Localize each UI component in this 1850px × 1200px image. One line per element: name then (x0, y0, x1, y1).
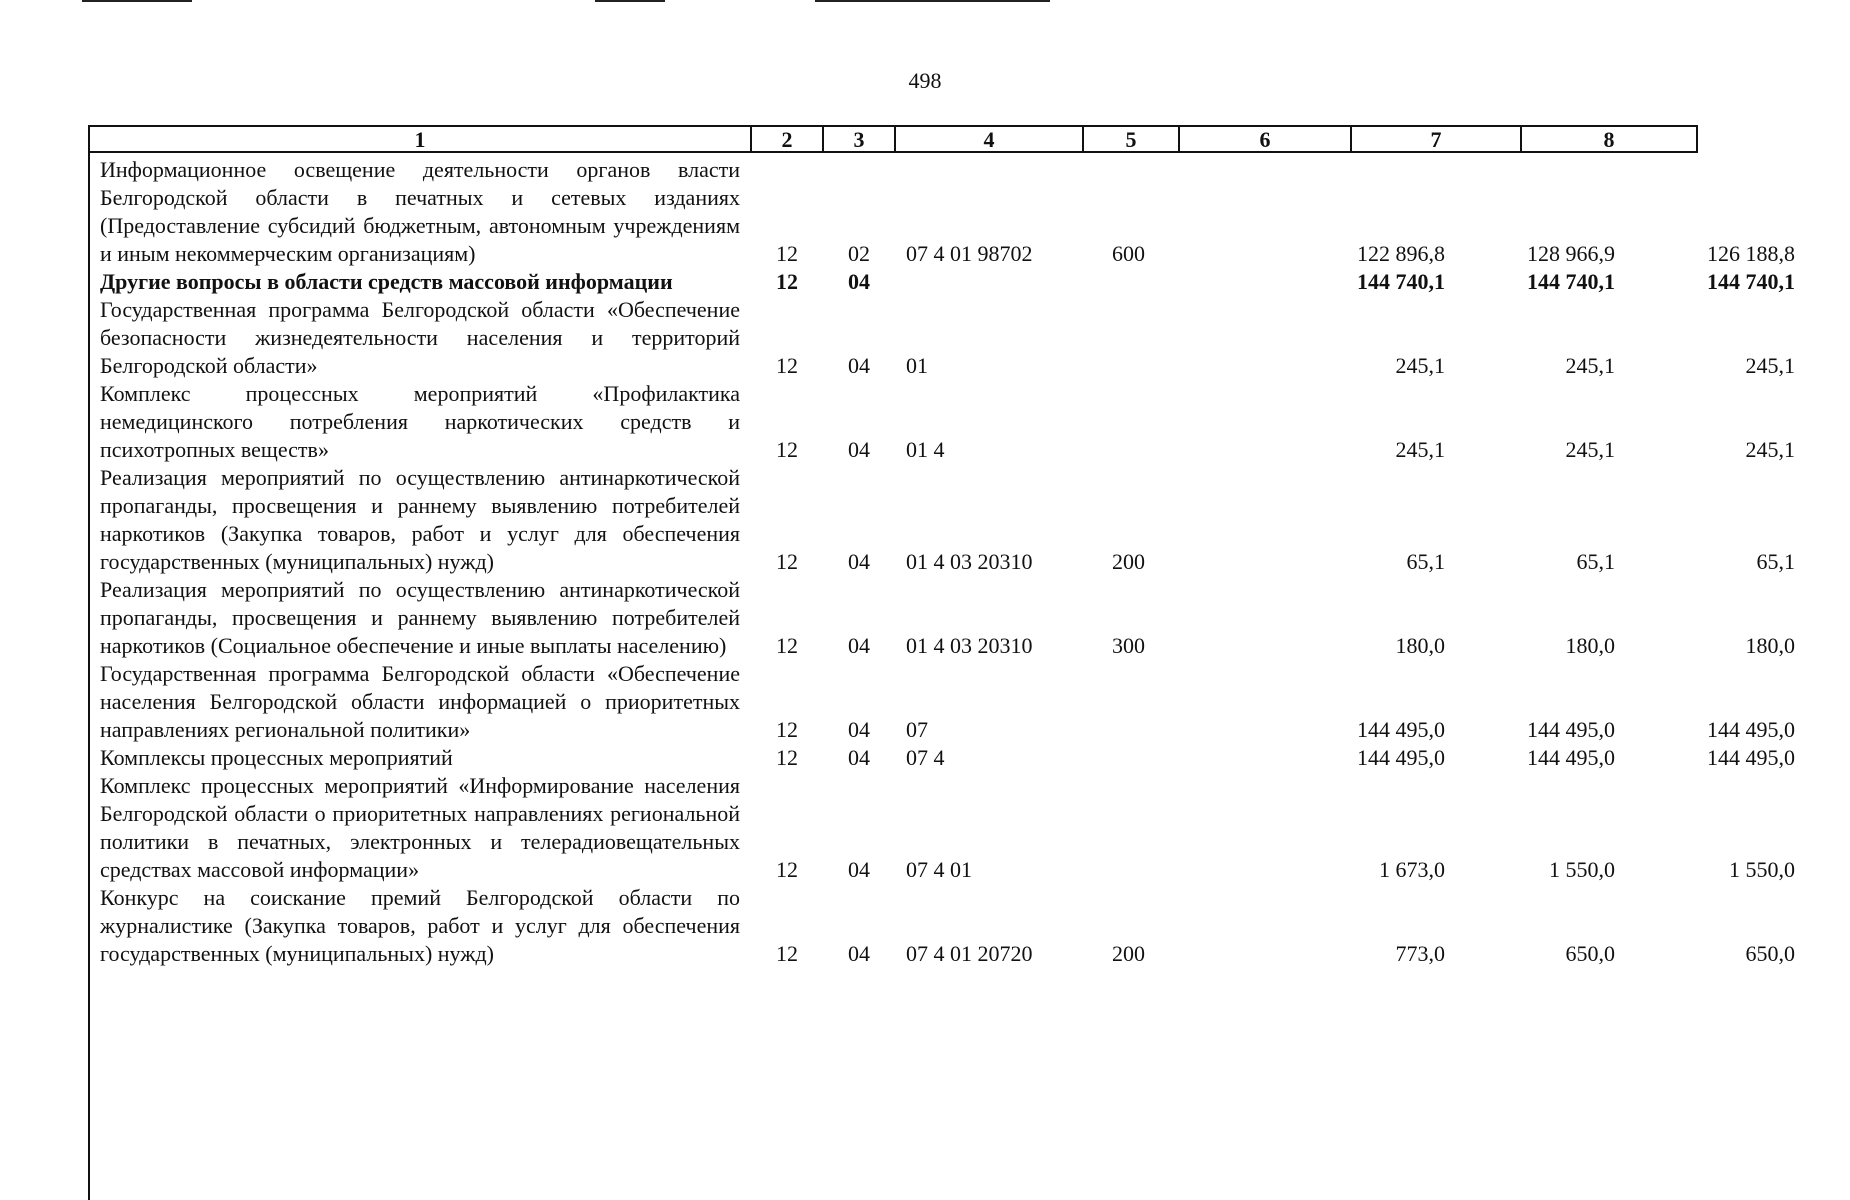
cell-col-3: 04 (848, 857, 870, 882)
cell-col-7: 1 550,0 (1549, 857, 1615, 882)
table-row (100, 744, 1795, 772)
table-row (100, 772, 1795, 884)
cell-col-6: 245,1 (1395, 437, 1445, 462)
cell-col-3: 04 (848, 941, 870, 966)
cell-col-8: 144 740,1 (1707, 269, 1795, 294)
table-left-border (88, 125, 90, 1200)
cell-col-8: 144 495,0 (1707, 717, 1795, 742)
cell-col-4: 01 (906, 353, 928, 378)
cell-col-6: 180,0 (1395, 633, 1445, 658)
scan-line-left (82, 0, 192, 2)
table-row (100, 464, 1795, 576)
cell-col-8: 650,0 (1745, 941, 1795, 966)
cell-col-8: 180,0 (1745, 633, 1795, 658)
row-description: Государственная программа Белгородской области «Обеспечение населения Белгородской области информацией о приоритетных направлениях региональной политики» (100, 661, 740, 742)
cell-col-2: 12 (776, 241, 798, 266)
cell-col-2: 12 (776, 745, 798, 770)
cell-col-7: 65,1 (1576, 549, 1615, 574)
table-header-row (88, 125, 1698, 153)
header-col-3: 3 (824, 127, 896, 151)
cell-col-3: 04 (848, 633, 870, 658)
cell-col-4: 01 4 03 20310 (906, 549, 1033, 574)
header-col-4: 4 (896, 127, 1084, 151)
cell-col-6: 773,0 (1395, 941, 1445, 966)
header-col-5: 5 (1084, 127, 1180, 151)
cell-col-7: 245,1 (1565, 353, 1615, 378)
cell-col-7: 180,0 (1565, 633, 1615, 658)
cell-col-6: 65,1 (1406, 549, 1445, 574)
cell-col-2: 12 (776, 717, 798, 742)
cell-col-8: 1 550,0 (1729, 857, 1795, 882)
cell-col-2: 12 (776, 353, 798, 378)
header-col-2: 2 (752, 127, 824, 151)
cell-col-2: 12 (776, 549, 798, 574)
table-row (100, 660, 1795, 744)
cell-col-7: 144 495,0 (1527, 717, 1615, 742)
cell-col-7: 144 740,1 (1527, 269, 1615, 294)
cell-col-6: 144 740,1 (1357, 269, 1445, 294)
header-col-8: 8 (1603, 127, 1615, 152)
table-row (100, 296, 1795, 380)
row-description: Другие вопросы в области средств массовой информации (100, 269, 673, 294)
scan-line-right (815, 0, 1050, 2)
cell-col-3: 04 (848, 549, 870, 574)
cell-col-8: 126 188,8 (1707, 241, 1795, 266)
table-body (100, 156, 1795, 968)
cell-col-4: 01 4 03 20310 (906, 633, 1033, 658)
cell-col-6: 144 495,0 (1357, 745, 1445, 770)
cell-col-3: 04 (848, 437, 870, 462)
cell-col-8: 144 495,0 (1707, 745, 1795, 770)
cell-col-3: 04 (848, 745, 870, 770)
cell-col-6: 144 495,0 (1357, 717, 1445, 742)
table-row (100, 576, 1795, 660)
header-col-1: 1 (90, 127, 752, 151)
cell-col-4: 07 (906, 717, 928, 742)
cell-col-3: 04 (848, 717, 870, 742)
table-row (100, 884, 1795, 968)
cell-col-6: 245,1 (1395, 353, 1445, 378)
row-description: Комплекс процессных мероприятий «Профилактика немедицинского потребления наркотических средств и психотропных веществ» (100, 381, 740, 462)
cell-col-4: 01 4 (906, 437, 945, 462)
cell-col-4: 07 4 (906, 745, 945, 770)
row-description: Реализация мероприятий по осуществлению антинаркотической пропаганды, просвещения и раннему выявлению потребителей наркотиков (Закупка товаров, работ и услуг для обеспечения государственных (муниципальных) нужд) (100, 465, 740, 574)
scan-line-center (595, 0, 665, 2)
cell-col-5: 300 (1112, 633, 1145, 658)
cell-col-3: 04 (848, 353, 870, 378)
page-number: 498 (908, 68, 942, 93)
cell-col-4: 07 4 01 98702 (906, 241, 1033, 266)
cell-col-2: 12 (776, 437, 798, 462)
cell-col-2: 12 (776, 269, 798, 294)
row-description: Комплекс процессных мероприятий «Информирование населения Белгородской области о приоритетных направлениях региональной политики в печатных, электронных и телерадиовещательных средствах массовой информации» (100, 773, 740, 882)
header-col-7: 7 (1352, 127, 1522, 151)
cell-col-3: 04 (848, 269, 870, 294)
cell-col-2: 12 (776, 941, 798, 966)
table-row (100, 156, 1795, 268)
cell-col-5: 600 (1112, 241, 1145, 266)
header-col-6: 6 (1180, 127, 1352, 151)
cell-col-4: 07 4 01 (906, 857, 972, 882)
cell-col-2: 12 (776, 857, 798, 882)
cell-col-5: 200 (1112, 549, 1145, 574)
cell-col-8: 245,1 (1745, 353, 1795, 378)
cell-col-7: 245,1 (1565, 437, 1615, 462)
table-row (100, 268, 1795, 296)
row-description: Комплексы процессных мероприятий (100, 745, 453, 770)
cell-col-8: 65,1 (1756, 549, 1795, 574)
cell-col-7: 144 495,0 (1527, 745, 1615, 770)
cell-col-6: 1 673,0 (1379, 857, 1445, 882)
cell-col-2: 12 (776, 633, 798, 658)
cell-col-7: 128 966,9 (1527, 241, 1615, 266)
cell-col-6: 122 896,8 (1357, 241, 1445, 266)
table-row (100, 380, 1795, 464)
cell-col-7: 650,0 (1565, 941, 1615, 966)
cell-col-5: 200 (1112, 941, 1145, 966)
cell-col-8: 245,1 (1745, 437, 1795, 462)
row-description: Информационное освещение деятельности органов власти Белгородской области в печатных и сетевых изданиях (Предоставление субсидий бюджетным, автономным учреждениям и иным некоммерческим организациям) (100, 157, 740, 266)
cell-col-3: 02 (848, 241, 870, 266)
cell-col-4: 07 4 01 20720 (906, 941, 1033, 966)
row-description: Конкурс на соискание премий Белгородской области по журналистике (Закупка товаров, работ и услуг для обеспечения государственных (муниципальных) нужд) (100, 885, 740, 966)
row-description: Реализация мероприятий по осуществлению антинаркотической пропаганды, просвещения и раннему выявлению потребителей наркотиков (Социальное обеспечение и иные выплаты населению) (100, 577, 740, 658)
row-description: Государственная программа Белгородской области «Обеспечение безопасности жизнедеятельности населения и территорий Белгородской области» (100, 297, 740, 378)
